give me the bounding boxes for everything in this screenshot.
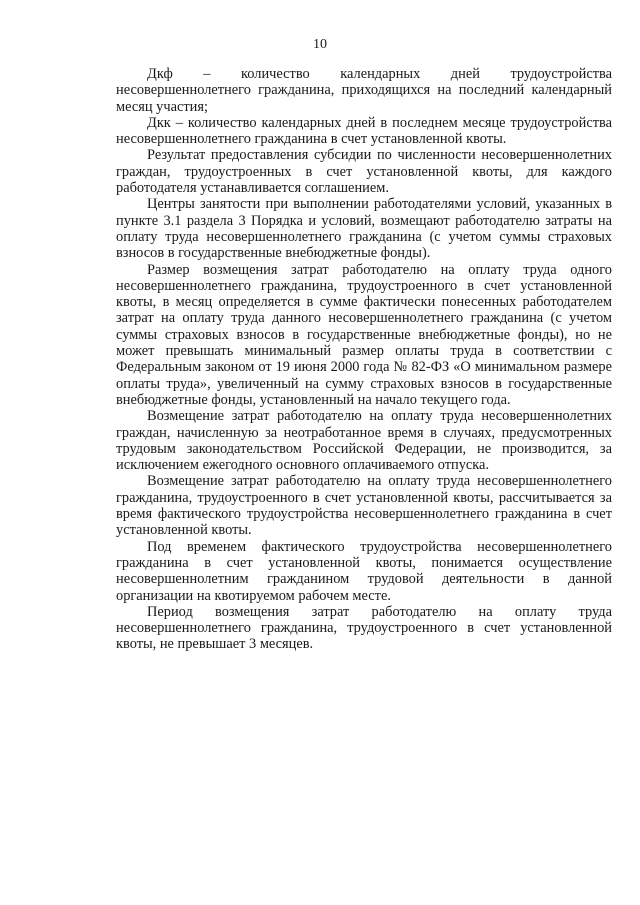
paragraph-reimbursement-period: Период возмещения затрат работодателю на оплату труда несовершеннолетнего гражданина, трудоустроенного в счет установленной квоты, не превышает 3 месяцев. xyxy=(116,603,612,653)
paragraph-dkk-definition: Дкк – количество календарных дней в последнем месяце трудоустройства несовершеннолетнего гражданина в счет установленной квоты. xyxy=(116,114,612,148)
paragraph-dkf-definition: Дкф – количество календарных дней трудоустройства несовершеннолетнего гражданина, приходящихся на последний календарный месяц участия; xyxy=(116,66,612,115)
paragraph-subsidy-result: Результат предоставления субсидии по численности несовершеннолетних граждан, трудоустроенных в счет установленной квоты, для каждого работодателя устанавливается соглашением. xyxy=(116,147,612,197)
paragraph-actual-employment-definition: Под временем фактического трудоустройства несовершеннолетнего гражданина в счет установленной квоты, понимается осуществление несовершеннолетним гражданином трудовой деятельности в данной организации на квотируемом рабочем месте. xyxy=(116,538,612,604)
paragraph-employment-centers: Центры занятости при выполнении работодателями условий, указанных в пункте 3.1 раздела 3 Порядка и условий, возмещают работодателю затраты на оплату труда несовершеннолетнего гражданина (с учетом суммы страховых взносов в государственные внебюджетные фонды). xyxy=(116,196,612,262)
page-number: 10 xyxy=(313,37,327,52)
paragraph-calculation-period: Возмещение затрат работодателю на оплату труда несовершеннолетнего гражданина, трудоустроенного в счет установленной квоты, рассчитывается за время фактического трудоустройства несовершеннолетнего гражданина в счет установленной квоты. xyxy=(116,473,612,539)
paragraph-reimbursement-amount: Размер возмещения затрат работодателю на оплату труда одного несовершеннолетнего гражданина, трудоустроенного в счет установленной квоты, в месяц определяется в сумме фактически понесенных работодателем затрат на оплату труда данного несовершеннолетнего гражданина (с учетом суммы страховых взносов в государственные внебюджетные фонды), но не может превышать минимальный размер оплаты труда в соответствии с Федеральным законом от 19 июня 2000 года № 82-ФЗ «О минимальном размере оплаты труда», увеличенный на сумму страховых взносов в государственные внебюджетные фонды, установленный на начало текущего года. xyxy=(116,261,612,408)
paragraph-unworked-time: Возмещение затрат работодателю на оплату труда несовершеннолетних граждан, начисленную за неотработанное время в случаях, предусмотренных трудовым законодательством Российской Федерации, не производится, за исключением ежегодного основного оплачиваемого отпуска. xyxy=(116,408,612,474)
document-body xyxy=(116,66,612,653)
